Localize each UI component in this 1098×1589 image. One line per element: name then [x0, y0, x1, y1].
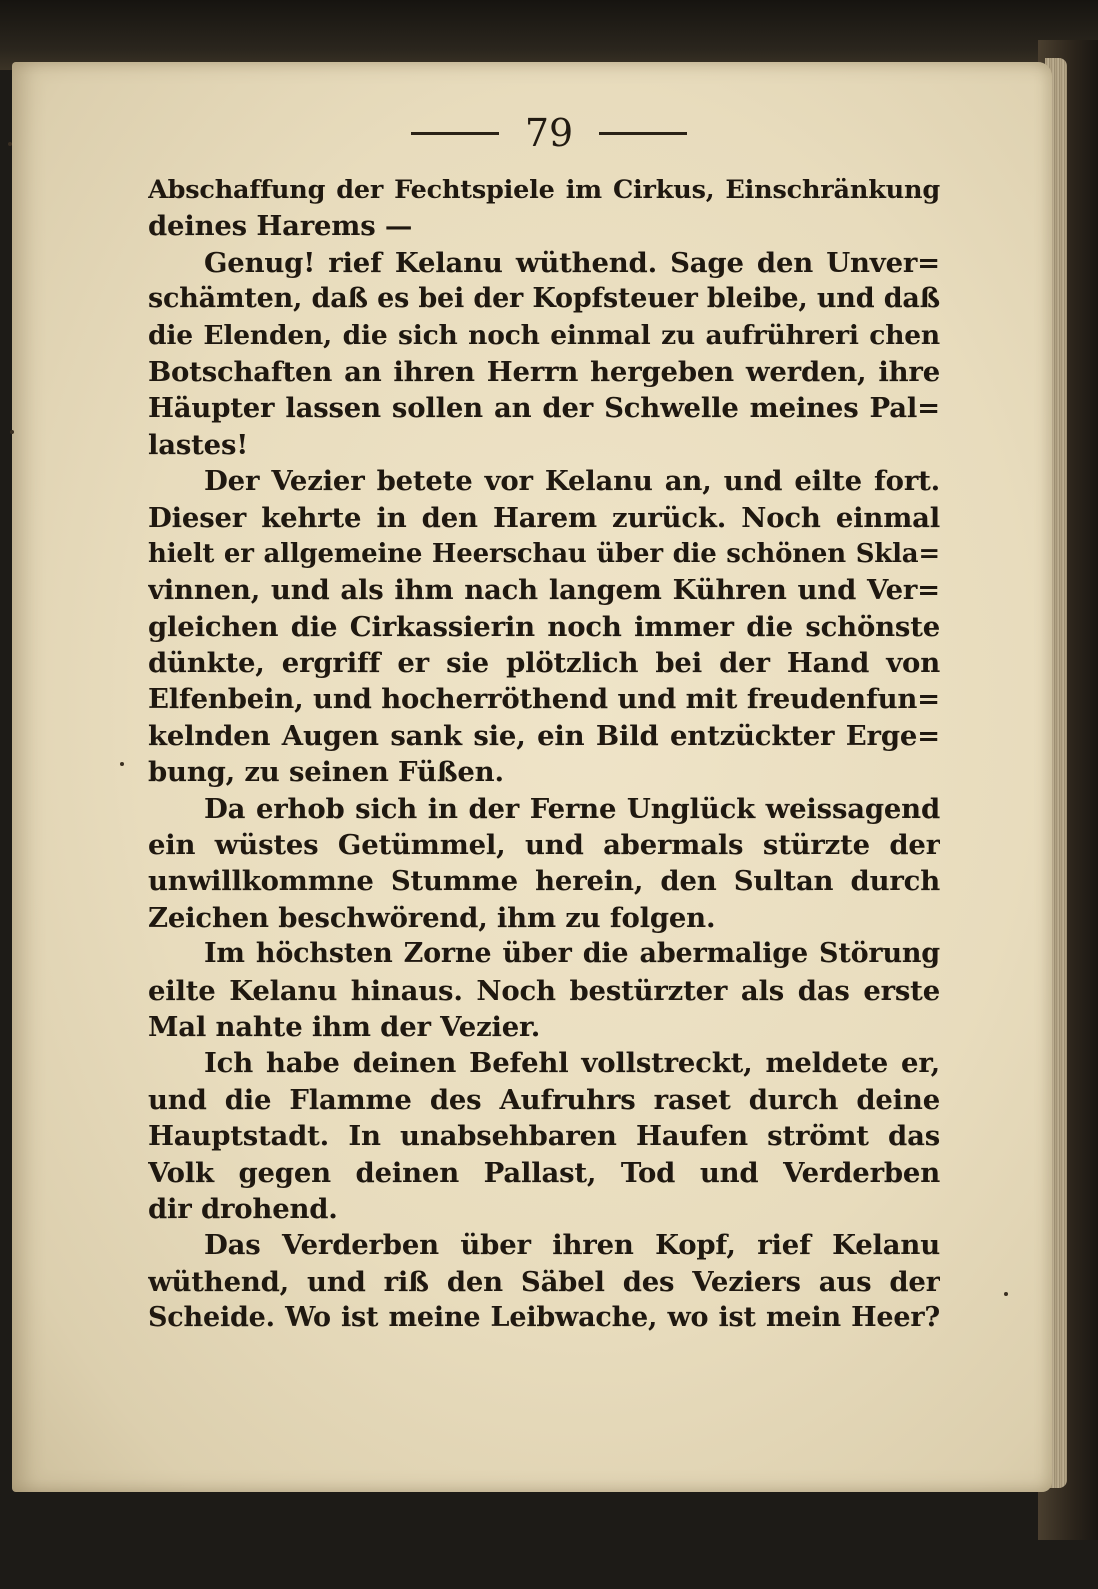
text-line: vinnen, und als ihm nach langem Kühren und Ver=: [148, 574, 940, 607]
text-line: ein wüstes Getümmel, und abermals stürzte der: [148, 829, 940, 862]
text-line: bung, zu seinen Füßen.: [148, 756, 504, 789]
text-line: Hauptstadt. In unabsehbaren Haufen strömt das: [148, 1120, 940, 1153]
page-speck: [120, 762, 124, 766]
text-line: die Elenden, die sich noch einmal zu aufrühreri chen: [148, 319, 940, 351]
text-line: wüthend, und riß den Säbel des Veziers aus der: [148, 1265, 940, 1298]
text-line: Im höchsten Zorne über die abermalige Störung: [204, 938, 940, 970]
page-speck: [1004, 1292, 1008, 1296]
text-line: dir drohend.: [148, 1192, 338, 1225]
text-line: hielt er allgemeine Heerschau über die schönen Skla=: [148, 538, 940, 569]
text-line: Botschaften an ihren Herrn hergeben werden, ihre: [148, 355, 940, 388]
text-line: Da erhob sich in der Ferne Unglück weissagend: [204, 792, 940, 825]
text-line: deines Harems —: [148, 210, 413, 243]
text-line: Scheide. Wo ist meine Leibwache, wo ist mein Heer?: [148, 1302, 940, 1334]
page-speck: [10, 430, 14, 434]
text-line: Zeichen beschwörend, ihm zu folgen.: [148, 901, 716, 934]
text-line: Elfenbein, und hocherröthend und mit freudenfun=: [148, 683, 940, 716]
text-line: dünkte, ergriff er sie plötzlich bei der Hand von: [148, 647, 940, 680]
text-line: Ich habe deinen Befehl vollstreckt, meldete er,: [204, 1047, 940, 1080]
body-text: [148, 172, 940, 1337]
text-line: Häupter lassen sollen an der Schwelle meines Pal=: [148, 392, 940, 425]
text-line: kelnden Augen sank sie, ein Bild entzückter Erge=: [148, 719, 940, 752]
text-line: unwillkommne Stumme herein, den Sultan durch: [148, 865, 940, 898]
text-line: gleichen die Cirkassierin noch immer die schönste: [148, 610, 940, 643]
header-rule-left: [411, 132, 499, 135]
text-line: Abschaffung der Fechtspiele im Cirkus, Einschränkung: [148, 175, 940, 205]
text-line: Das Verderben über ihren Kopf, rief Kelanu: [204, 1229, 940, 1262]
text-line: schämten, daß es bei der Kopfsteuer bleibe, und daß: [148, 283, 940, 315]
page-number: 79: [524, 111, 574, 155]
text-line: lastes!: [148, 428, 249, 461]
page-header: [0, 108, 1098, 158]
text-line: und die Flamme des Aufruhrs raset durch deine: [148, 1083, 940, 1116]
text-line: Mal nahte ihm der Vezier.: [148, 1010, 541, 1043]
book-cover-top: [0, 0, 1098, 70]
header-rule-right: [599, 132, 687, 135]
text-line: Volk gegen deinen Pallast, Tod und Verderben: [148, 1156, 940, 1189]
text-line: Genug! rief Kelanu wüthend. Sage den Unver=: [204, 246, 940, 279]
text-line: Der Vezier betete vor Kelanu an, und eilte fort.: [204, 465, 940, 498]
text-line: eilte Kelanu hinaus. Noch bestürzter als das erste: [148, 974, 940, 1007]
text-line: Dieser kehrte in den Harem zurück. Noch einmal: [148, 501, 940, 534]
